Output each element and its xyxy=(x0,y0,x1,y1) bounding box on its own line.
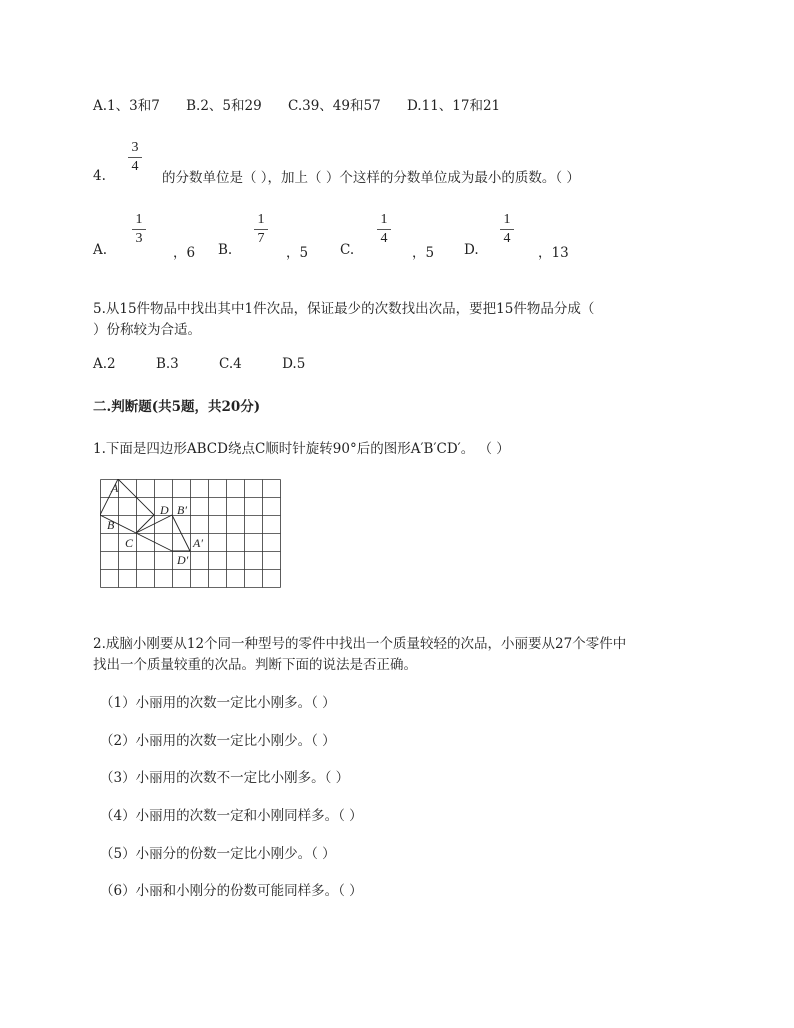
q4-option-d-fraction xyxy=(498,212,516,247)
j1-text: 1.下面是四边形ABCD绕点C顺时针旋转90°后的图形A′B′CD′。 （ ） xyxy=(93,441,510,457)
denominator: 4 xyxy=(503,231,511,246)
q4-question-text: 的分数单位是（ ），加上（ ）个这样的分数单位成为最小的质数。（ ） xyxy=(162,170,580,186)
q4-option-d-tail: ，13 xyxy=(538,245,569,261)
q5-option-a: A.2 xyxy=(93,356,116,372)
q4-number: 4. xyxy=(93,168,106,184)
denominator: 3 xyxy=(135,231,143,246)
label-b-prime: B′ xyxy=(177,503,187,517)
section-heading: 二.判断题(共5题，共20分) xyxy=(93,399,261,415)
q4-option-c-letter: C. xyxy=(340,242,355,258)
denominator: 4 xyxy=(380,231,388,246)
q4-option-d-letter: D. xyxy=(464,242,479,258)
fraction-bar xyxy=(128,157,142,158)
q4-fraction-denominator: 4 xyxy=(131,159,139,174)
j2-text-line2: 找出一个质量较重的次品。判断下面的说法是否正确。 xyxy=(93,657,417,673)
rotation-figure xyxy=(100,479,290,598)
fraction-bar xyxy=(377,229,391,230)
q4-option-a-fraction xyxy=(130,212,148,247)
numerator: 1 xyxy=(135,212,143,227)
q5-options xyxy=(93,356,305,372)
q4-option-b-fraction xyxy=(252,212,270,247)
j2-item-3: （3）小丽用的次数不一定比小刚多。（ ） xyxy=(100,770,350,786)
label-b: B xyxy=(107,518,115,532)
q3-option-c: C.39、49和57 xyxy=(287,98,381,114)
q4-option-b-letter: B. xyxy=(218,242,233,258)
q3-option-a: A.1、3和7 xyxy=(93,98,160,114)
q4-option-a-letter: A. xyxy=(93,242,108,258)
label-a-prime: A′ xyxy=(193,536,203,550)
j2-item-2: （2）小丽用的次数一定比小刚少。（ ） xyxy=(100,733,336,749)
q4-fraction xyxy=(126,140,144,175)
j2-item-1: （1）小丽用的次数一定比小刚多。（ ） xyxy=(100,695,336,711)
q5-option-b: B.3 xyxy=(155,356,179,372)
numerator: 1 xyxy=(257,212,265,227)
denominator: 7 xyxy=(257,231,265,246)
j2-item-4: （4）小丽用的次数一定和小刚同样多。（ ） xyxy=(100,808,363,824)
fraction-bar xyxy=(254,229,268,230)
label-d: D xyxy=(160,503,169,517)
q5-option-d: D.5 xyxy=(282,356,306,372)
j2-text-line1: 2.成脑小刚要从12个同一种型号的零件中找出一个质量较轻的次品，小丽要从27个零件中 xyxy=(93,636,627,652)
q3-option-d: D.11、17和21 xyxy=(406,98,501,114)
q4-fraction-numerator: 3 xyxy=(131,140,139,155)
q5-text-line2: ）份称较为合适。 xyxy=(93,322,201,338)
q4-option-a-tail: ，6 xyxy=(173,245,196,261)
q4-option-c-tail: ，5 xyxy=(412,245,435,261)
fraction-bar xyxy=(500,229,514,230)
q3-options xyxy=(93,94,500,114)
label-c: C xyxy=(125,536,134,550)
q5-text-line1: 5.从15件物品中找出其中1件次品，保证最少的次数找出次品，要把15件物品分成（ xyxy=(93,301,595,317)
numerator: 1 xyxy=(503,212,511,227)
j2-item-6: （6）小丽和小刚分的份数可能同样多。（ ） xyxy=(100,883,363,899)
grid-diagram xyxy=(100,479,290,594)
label-d-prime: D′ xyxy=(177,553,189,567)
q3-option-b: B.2、5和29 xyxy=(186,98,262,114)
numerator: 1 xyxy=(380,212,388,227)
q4-option-c-fraction xyxy=(375,212,393,247)
fraction-bar xyxy=(132,229,146,230)
label-a: A xyxy=(111,481,119,495)
q4-option-b-tail: ，5 xyxy=(286,245,309,261)
j2-item-5: （5）小丽分的份数一定比小刚少。（ ） xyxy=(100,846,336,862)
q5-option-c: C.4 xyxy=(219,356,242,372)
